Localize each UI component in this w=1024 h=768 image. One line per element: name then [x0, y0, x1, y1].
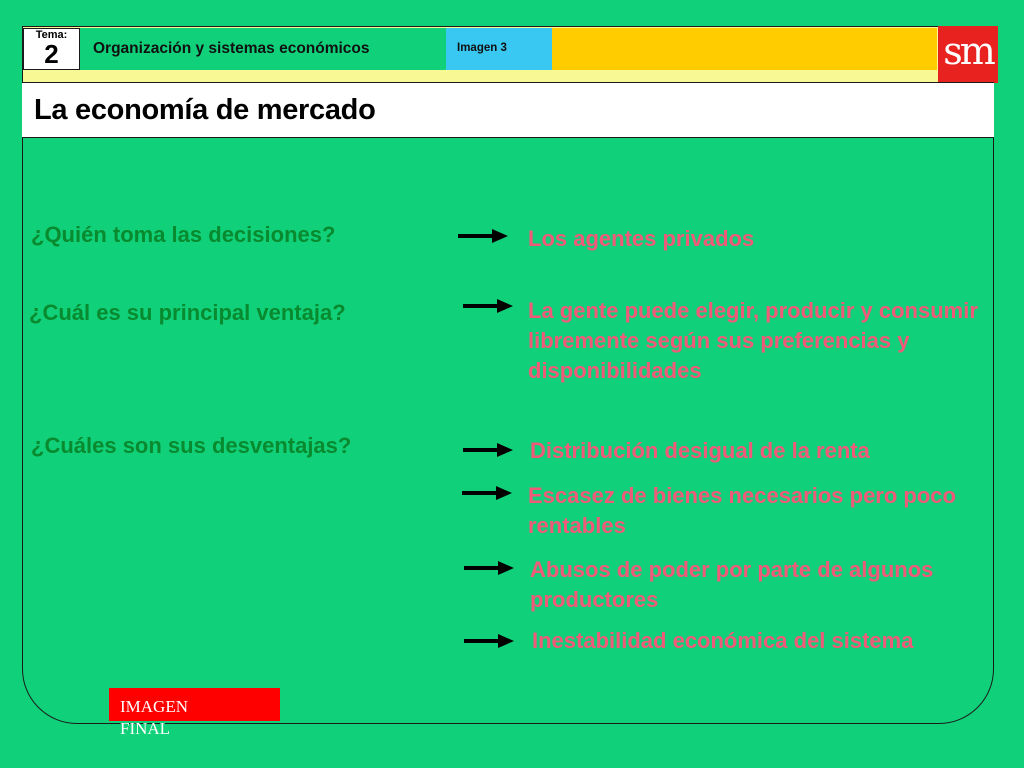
sm-logo [938, 26, 998, 83]
question-decisions: ¿Quién toma las decisiones? [31, 222, 336, 247]
imagen-final-label: IMAGEN FINAL [120, 697, 188, 738]
question-disadvantages: ¿Cuáles son sus desventajas? [31, 433, 352, 458]
arrow-right-icon [463, 442, 513, 458]
sm-logo-text: sm [943, 28, 993, 73]
answer-free-choice: La gente puede elegir, producir y consumir libremente según sus preferencias y disponibilidades [528, 298, 978, 383]
imagen-label: Imagen 3 [446, 28, 552, 70]
title-bar [22, 82, 994, 138]
answer-power-abuse: Abusos de poder por parte de algunos productores [530, 557, 934, 612]
page-title: La economía de mercado [34, 93, 376, 126]
header-yellow-bar [552, 28, 937, 70]
answer-unequal-income: Distribución desigual de la renta [530, 438, 870, 463]
tema-box [23, 28, 80, 70]
answer-instability: Inestabilidad económica del sistema [532, 628, 914, 653]
tema-label: Tema: [35, 29, 68, 41]
tema-number: 2 [44, 39, 59, 69]
question-advantage: ¿Cuál es su principal ventaja? [29, 300, 346, 325]
answer-scarcity: Escasez de bienes necesarios pero poco rentables [528, 483, 956, 538]
subject-title: Organización y sistemas económicos [80, 28, 446, 70]
arrow-right-icon [463, 298, 513, 314]
imagen-final-button[interactable] [109, 688, 280, 738]
arrow-right-icon [464, 633, 514, 649]
answer-private-agents: Los agentes privados [528, 226, 755, 251]
arrow-right-icon [464, 560, 514, 576]
arrow-right-icon [458, 228, 508, 244]
arrow-right-icon [462, 485, 512, 501]
